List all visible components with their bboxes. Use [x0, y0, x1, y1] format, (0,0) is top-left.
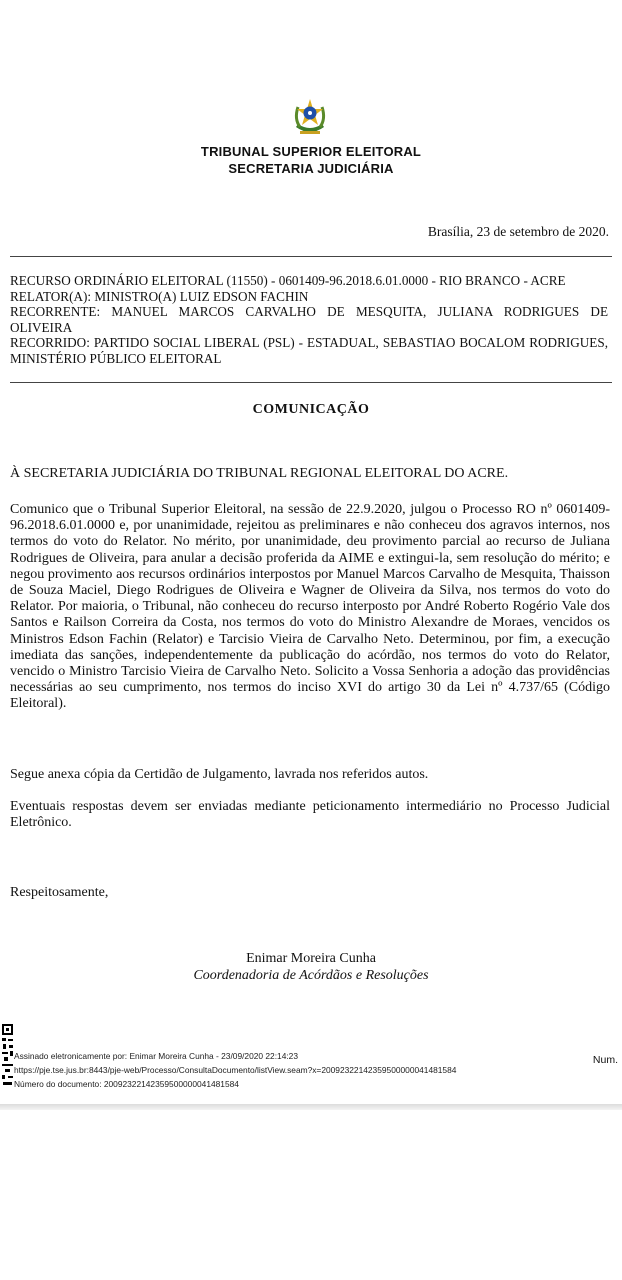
case-info: [10, 273, 608, 366]
document-date: Brasília, 23 de setembro de 2020.: [427, 224, 609, 239]
divider: [10, 256, 612, 257]
qr-code-icon: [2, 1024, 13, 1088]
document-title: COMUNICAÇÃO: [252, 402, 370, 417]
org-department: SECRETARIA JUDICIÁRIA: [228, 161, 394, 176]
document-number: Número do documento: 20092322142359500000041481584: [14, 1079, 239, 1089]
page-number-label: Num.: [592, 1054, 618, 1066]
org-name: TRIBUNAL SUPERIOR ELEITORAL: [200, 144, 422, 159]
document-url[interactable]: https://pje.tse.jus.br:8443/pje-web/Processo/ConsultaDocumento/listView.seam?x=20092322142359500000041481584: [14, 1065, 457, 1075]
case-recorrente: RECORRENTE: MANUEL MARCOS CARVALHO DE MESQUITA, JULIANA RODRIGUES DE OLIVEIRA: [10, 304, 608, 335]
page-edge: [0, 1104, 622, 1110]
signer-name: Enimar Moreira Cunha: [246, 951, 376, 966]
body-paragraph-responses: Eventuais respostas devem ser enviadas mediante peticionamento intermediário no Processo Judicial Eletrônico.: [10, 799, 610, 831]
closing-greeting: Respeitosamente,: [10, 885, 109, 900]
case-recorrido: RECORRIDO: PARTIDO SOCIAL LIBERAL (PSL) - ESTADUAL, SEBASTIAO BOCALOM RODRIGUES, MINISTÉRIO PÚBLICO ELEITORAL: [10, 335, 608, 366]
addressee: À SECRETARIA JUDICIÁRIA DO TRIBUNAL REGIONAL ELEITORAL DO ACRE.: [10, 466, 509, 481]
body-paragraph-attachment: Segue anexa cópia da Certidão de Julgamento, lavrada nos referidos autos.: [10, 767, 429, 782]
brazil-coat-of-arms-icon: [292, 97, 328, 137]
divider: [10, 382, 612, 383]
body-paragraph-main: Comunico que o Tribunal Superior Eleitoral, na sessão de 22.9.2020, julgou o Processo RO nº 0601409-96.2018.6.01.0000 e, por unanimidade, rejeitou as preliminares e não conheceu dos agravos internos, nos termos do voto do Relator. No mérito, por unanimidade, deu provimento parcial ao recurso de Juliana Rodrigues de Oliveira, para anular a decisão proferida da AIME e extingui-la, sem resolução do mérito; e negou provimento aos recursos ordinários interpostos por Manuel Marcos Carvalho de Mesquita, Thaisson de Souza Maciel, Diego Rodrigues de Oliveira e Wagner de Oliveira da Silva, nos termos do voto do Relator. Por maioria, o Tribunal, não conheceu do recurso interposto por André Roberto Rogério Vale dos Santos e Railson Correira da Costa, nos termos do voto do Ministro Alexandre de Moraes, vencidos os Ministros Edson Fachin (Relator) e Tarcisio Vieira de Carvalho Neto. Determinou, por fim, a execução imediata das sanções, independentemente da publicação do acórdão, nos termos do voto do Relator, vencido o Ministro Tarcisio Vieira de Carvalho Neto. Solicito a Vossa Senhoria a adoção das providências necessárias ao seu cumprimento, nos termos do inciso XVI do artigo 30 da Lei nº 4.737/65 (Código Eleitoral).: [10, 502, 610, 712]
case-recurso: RECURSO ORDINÁRIO ELEITORAL (11550) - 0601409-96.2018.6.01.0000 - RIO BRANCO - ACRE: [10, 273, 566, 288]
signer-role: Coordenadoria de Acórdãos e Resoluções: [193, 968, 429, 983]
electronic-signature: Assinado eletronicamente por: Enimar Moreira Cunha - 23/09/2020 22:14:23: [14, 1051, 298, 1061]
case-relator: RELATOR(A): MINISTRO(A) LUIZ EDSON FACHIN: [10, 288, 309, 304]
